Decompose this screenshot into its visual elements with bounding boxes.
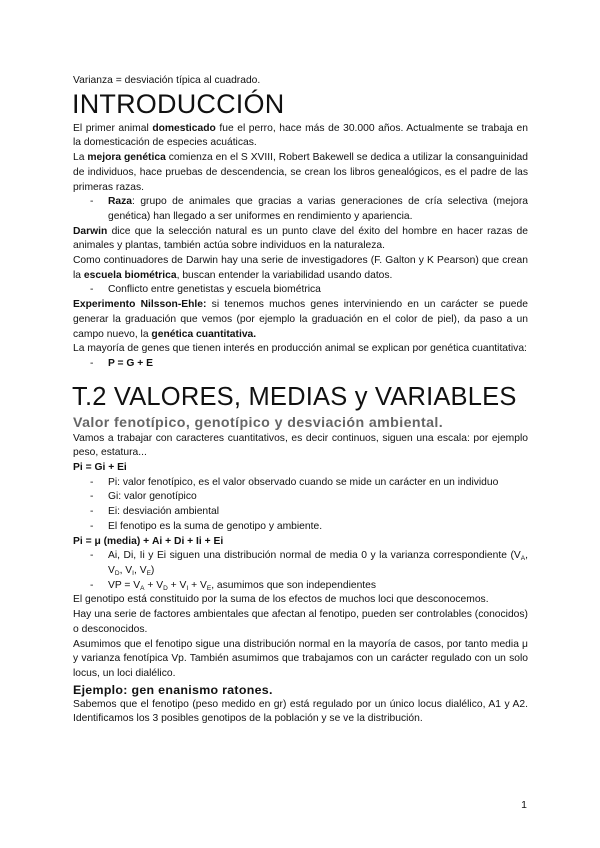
top-note: Varianza = desviación típica al cuadrado. xyxy=(73,75,261,86)
list-dash: - xyxy=(90,284,94,296)
section-subtitle: Valor fenotípico, genotípico y desviación ambiental. xyxy=(73,414,444,431)
section-title-t2: T.2 VALORES, MEDIAS y VARIABLES xyxy=(72,382,517,411)
intro-paragraph-5: Experimento Nilsson-Ehle: si tenemos muchos genes interviniendo en un carácter se puede generar la graduación que vemos (por ejemplo la graduación en el color de piel), da paso a un campo nuevo, la genética cuantitativa. xyxy=(73,299,528,340)
list-dash: - xyxy=(90,550,94,562)
t2-paragraph-1: Vamos a trabajar con caracteres cuantitativos, es decir continuos, siguen una escala: por ejemplo peso, estatura... xyxy=(73,432,528,459)
list-dash: - xyxy=(90,476,94,488)
intro-paragraph-2: La mejora genética comienza en el S XVIII, Robert Bakewell se dedica a utilizar la consanguinidad de individuos, hace pruebas de descendencia, se crean los libros genealógicos, es el padre de las primeras razas. xyxy=(73,152,528,193)
list-item-pge: - P = G + E xyxy=(73,357,528,372)
list-item-ei: - Ei: desviación ambiental xyxy=(73,505,528,520)
list-item-gi: - Gi: valor genotípico xyxy=(73,490,528,505)
list-dash: - xyxy=(90,196,94,208)
intro-paragraph-6: La mayoría de genes que tienen interés en producción animal se explican por genética cuantitativa: xyxy=(73,343,527,355)
list-dash: - xyxy=(90,579,94,591)
intro-paragraph-4: Como continuadores de Darwin hay una serie de investigadores (F. Galton y K Pearson) que crean la escuela biométrica, buscan entender la variabilidad usando datos. xyxy=(73,255,528,281)
list-dash: - xyxy=(90,506,94,518)
list-item-distribution: - Ai, Di, Ii y Ei siguen una distribución normal de media 0 y la varianza correspondiente ($V_A$, $V_D$, $V_I$, $V_E$) xyxy=(90,550,528,577)
t2-paragraph-2: El genotipo está constituido por la suma de los efectos de muchos loci que desconocemos. xyxy=(73,594,489,606)
section-title-intro: INTRODUCCIÓN xyxy=(72,88,285,119)
formula-1: Pi = Gi + Ei xyxy=(73,462,127,474)
list-item-conflicto: - Conflicto entre genetistas y escuela biométrica xyxy=(73,283,528,298)
list-dash: - xyxy=(90,357,94,369)
page-number: 1 xyxy=(521,799,527,811)
t2-paragraph-3: Hay una serie de factores ambientales que afectan al fenotipo, pueden ser controlables (conocidos) o desconocidos. xyxy=(73,609,528,635)
list-item-fenotipo: - El fenotipo es la suma de genotipo y ambiente. xyxy=(73,520,528,535)
t2-paragraph-4: Asumimos que el fenotipo sigue una distribución normal en la mayoría de casos, por tanto media μ y varianza fenotípica Vp. También asumimos que trabajamos con un carácter regulado con un solo locus, un loci dialélico. xyxy=(73,638,528,679)
list-dash: - xyxy=(90,520,94,532)
intro-paragraph-3: Darwin dice que la selección natural es un punto clave del éxito del hombre en hacer razas de animales y plantas, también actúa sobre individuos en la naturaleza. xyxy=(73,225,528,252)
example-title: Ejemplo: gen enanismo ratones. xyxy=(73,682,273,697)
list-item-raza: - Raza: grupo de animales que gracias a varias generaciones de cría selectiva (mejora genética) han llegado a ser uniformes en rendimiento y apariencia. xyxy=(90,196,528,222)
list-dash: - xyxy=(90,491,94,503)
list-item-vp: - VP = $V_A + V_D + V_I + V_E$, asumimos que son independientes xyxy=(90,579,377,592)
formula-2: Pi = μ (media) + Ai + Di + Ii + Ei xyxy=(73,535,224,547)
intro-paragraph-1: El primer animal domesticado fue el perro, hace más de 30.000 años. Actualmente se trabaja en la domesticación de especies acuáticas. xyxy=(73,122,528,149)
t2-paragraph-5: Sabemos que el fenotipo (peso medido en gr) está regulado por un único locus dialélico, A1 y A2. Identificamos los 3 posibles genotipos de la población y se ve la distribución. xyxy=(73,698,528,725)
document-page xyxy=(73,74,528,727)
list-item-pi: - Pi: valor fenotípico, es el valor observado cuando se mide un carácter en un individuo xyxy=(73,476,528,491)
